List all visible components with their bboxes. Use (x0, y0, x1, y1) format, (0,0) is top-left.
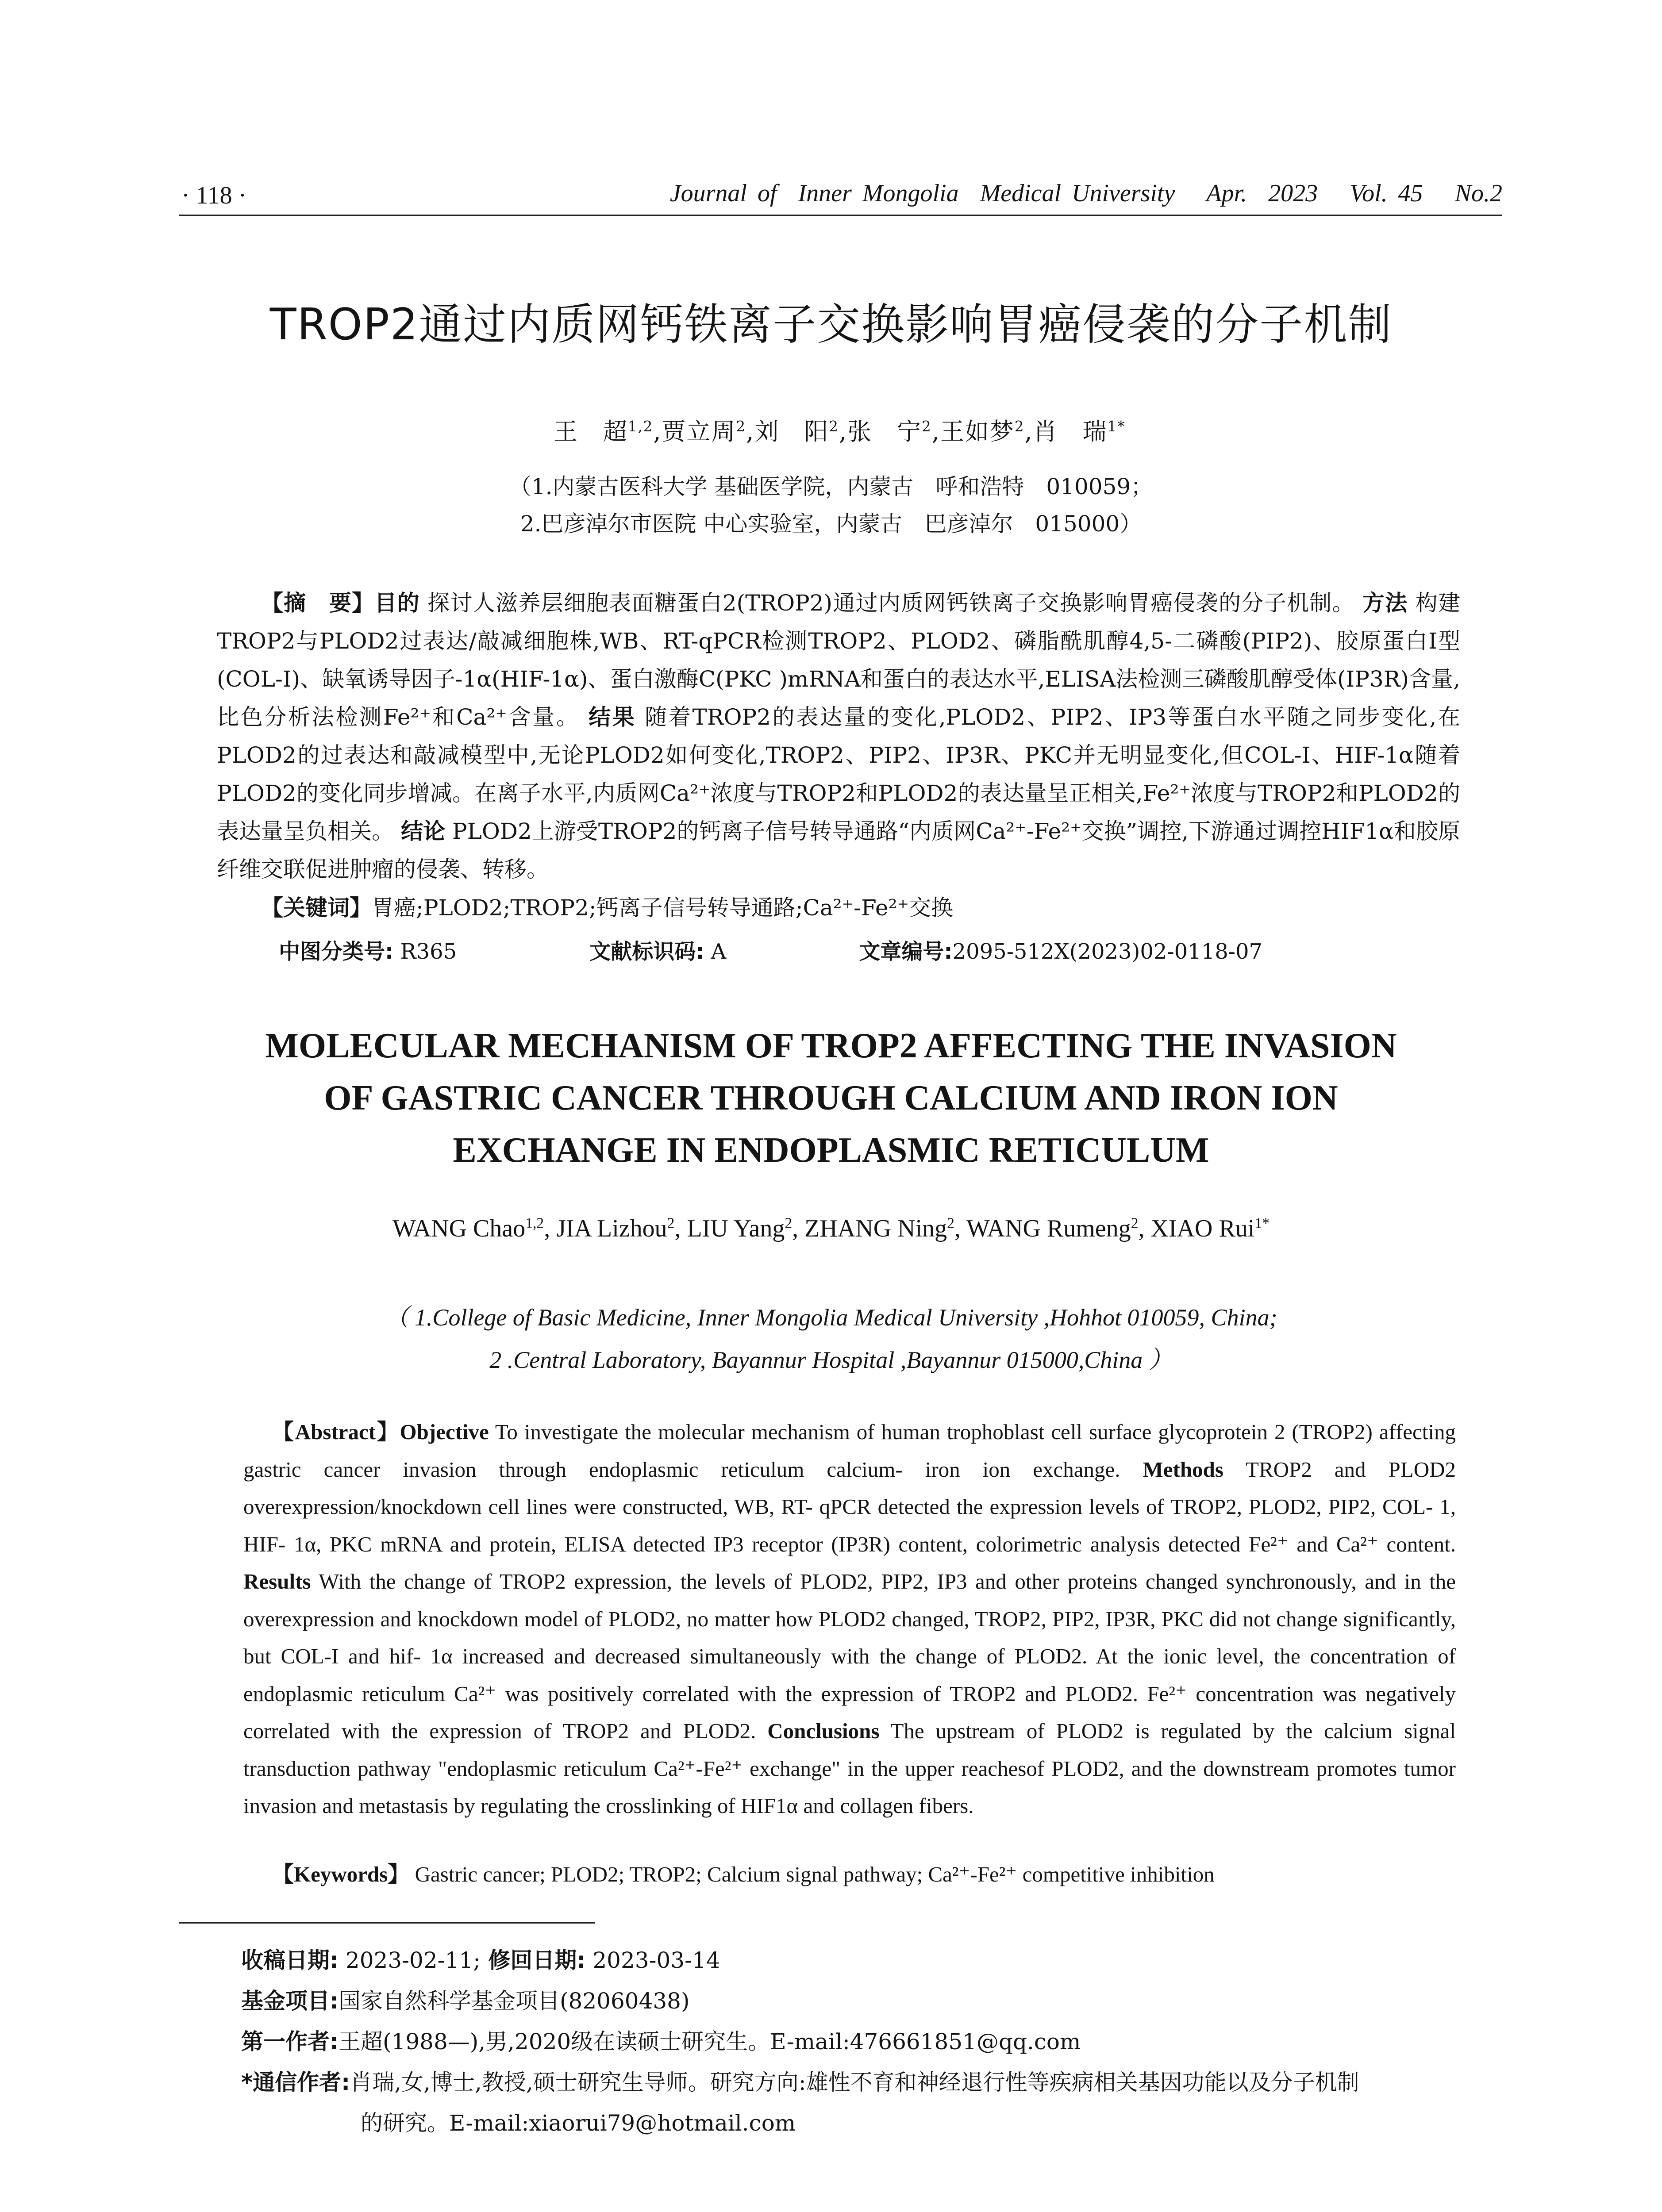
author-affil-mark: 2 (736, 418, 746, 435)
running-header (179, 175, 1502, 216)
title-line: EXCHANGE IN ENDOPLASMIC RETICULUM (453, 1131, 1209, 1170)
author-affil-mark: 2 (947, 1215, 954, 1232)
author-affil-mark: 2 (1014, 418, 1025, 435)
author-affil-mark: 1* (1107, 418, 1126, 435)
abstract-label: 【Abstract】 (272, 1420, 400, 1444)
chinese-abstract (217, 584, 1460, 888)
corresponding-text: 肖瑞,女,博士,教授,硕士研究生导师。研究方向:雄性不育和神经退行性等疾病相关基因功能以及分子机制 (350, 2070, 1359, 2095)
author-name: LIU Yang (687, 1215, 785, 1242)
conclusions-label: 结论 (401, 818, 446, 844)
author-name: XIAO Rui (1150, 1215, 1255, 1242)
objective-text: 探讨人滋养层细胞表面糖蛋白2(TROP2)通过内质网钙铁离子交换影响胃癌侵袭的分子机制。 (419, 590, 1355, 616)
author-name: 王如梦 (940, 418, 1015, 445)
objective-label: 目的 (374, 590, 420, 616)
abstract-label: 【摘 要】 (261, 590, 375, 616)
keywords-label: 【关键词】 (261, 895, 372, 921)
chinese-keywords (261, 890, 1456, 922)
methods-label: Methods (1143, 1457, 1223, 1482)
clc-label: 中图分类号: (279, 939, 394, 964)
results-label: Results (243, 1569, 311, 1594)
keywords-text: Gastric cancer; PLOD2; TROP2; Calcium signal pathway; Ca²⁺-Fe²⁺ competitive inhibition (409, 1862, 1215, 1886)
classification-line (279, 934, 1473, 965)
footnotes (241, 1940, 1502, 2143)
author-affil-mark: 1,2 (525, 1215, 544, 1232)
received-date: 2023-02-11; (339, 1947, 481, 1973)
corresponding-label: *通信作者: (241, 2070, 350, 2095)
author-name: ZHANG Ning (804, 1215, 947, 1242)
revised-label: 修回日期: (481, 1947, 586, 1973)
author-affil-mark: 2 (785, 1215, 793, 1232)
author-name: 王 超 (553, 418, 628, 445)
methods-text: TROP2 and PLOD2 overexpression/knockdown cell lines were constructed, WB, RT- qPCR detected the expression levels of TROP2, PLOD2, PIP2, COL- 1, HIF- 1α, PKC mRNA and protein, ELISA detected IP3 receptor (IP3R) content, colorimetric analysis detected Fe²⁺ and Ca²⁺ content. (243, 1457, 1456, 1556)
author-affil-mark: 1,2 (627, 418, 654, 435)
english-authors: WANG Chao$^{1,2}$, JIA Lizhou$^2$, LIU Yang$^2$, ZHANG Ning$^2$, WANG Rumeng$^2$, XIAO Rui$^{1*}$ (392, 1215, 1270, 1242)
english-keywords (272, 1857, 1467, 1888)
results-text: With the change of TROP2 expression, the levels of PLOD2, PIP2, IP3 and other proteins changed synchronously, and in the overexpression and knockdown model of PLOD2, no matter how PLOD2 changed, TROP2, PIP2, IP3R, PKC did not change significantly, but COL-I and hif- 1α increased and decreased simultaneously with the change of PLOD2. At the ionic level, the concentration of endoplasmic reticulum Ca²⁺ was positively correlated with the expression of TROP2 and PLOD2. Fe²⁺ concentration was negatively correlated with the expression of TROP2 and PLOD2. (243, 1569, 1456, 1743)
affiliation-line: 2.巴彦淖尔市医院 中心实验室，内蒙古 巴彦淖尔 015000） (520, 511, 1142, 537)
doc-code-label: 文献标识码: (589, 939, 704, 964)
fund-label: 基金项目: (241, 1988, 339, 2014)
affiliation-line: （ 1.College of Basic Medicine, Inner Mongolia Medical University ,Hohhot 010059, China; (385, 1304, 1277, 1331)
objective-label: Objective (400, 1420, 489, 1444)
affiliation-line: 2 .Central Laboratory, Bayannur Hospital ,Bayannur 015000,China ） (489, 1347, 1173, 1373)
author-affil-mark: 2 (1131, 1215, 1139, 1232)
author-name: JIA Lizhou (556, 1215, 667, 1242)
journal-citation: Journal of Inner Mongolia Medical University Apr. 2023 Vol. 45 No.2 (669, 180, 1502, 207)
conclusions-text: PLOD2上游受TROP2的钙离子信号转导通路“内质网Ca²⁺-Fe²⁺交换”调控,下游通过调控HIF1α和胶原纤维交联促进肿瘤的侵袭、转移。 (217, 818, 1460, 882)
footnote-dates (241, 1940, 1502, 1981)
author-affil-mark: 2 (667, 1215, 675, 1232)
methods-label: 方法 (1362, 590, 1408, 616)
author-name: 肖 瑞 (1033, 418, 1108, 445)
author-affil-mark: 2 (922, 418, 932, 435)
received-label: 收稿日期: (241, 1947, 339, 1973)
author-affil-mark: 2 (829, 418, 839, 435)
chinese-title: TROP2通过内质网钙铁离子交换影响胃癌侵袭的分子机制 (269, 300, 1393, 350)
clc-value: R365 (393, 939, 457, 964)
title-line: MOLECULAR MECHANISM OF TROP2 AFFECTING THE INVASION (265, 1026, 1397, 1065)
footnote-fund (241, 1981, 1502, 2021)
english-abstract (243, 1413, 1456, 1825)
author-affil-mark: 1* (1254, 1215, 1270, 1232)
conclusions-text: The upstream of PLOD2 is regulated by the calcium signal transduction pathway "endoplasmic reticulum Ca²⁺-Fe²⁺ exchange" in the upper reachesof PLOD2, and the downstream promotes tumor invasion and metastasis by regulating the crosslinking of HIF1α and collagen fibers. (243, 1719, 1456, 1818)
doc-code-value: A (704, 939, 727, 964)
chinese-authors: 王 超$^{1,2}$,贾立周$^2$,刘 阳$^2$,张 宁$^2$,王如梦$^2$,肖 瑞$^{1*}$ (553, 418, 1126, 445)
article-number-label: 文章编号: (859, 939, 953, 964)
footnote-first-author (241, 2021, 1502, 2062)
conclusions-label: Conclusions (767, 1719, 880, 1743)
author-name: 张 宁 (847, 418, 922, 445)
english-title (133, 1020, 1529, 1176)
author-name: 刘 阳 (754, 418, 829, 445)
author-name: WANG Chao (392, 1215, 526, 1242)
chinese-affiliations (0, 468, 1662, 542)
fund-text: 国家自然科学基金项目(82060438) (339, 1988, 690, 2014)
first-author-label: 第一作者: (241, 2029, 339, 2055)
objective-text: To investigate the molecular mechanism of human trophoblast cell surface glycoprotein 2 (TROP2) affecting gastric cancer invasion through endoplasmic reticulum calcium- iron ion exchange. (243, 1420, 1456, 1482)
english-affiliations (0, 1296, 1662, 1381)
footnote-corresponding (241, 2062, 1502, 2103)
author-name: WANG Rumeng (966, 1215, 1131, 1242)
title-line: OF GASTRIC CANCER THROUGH CALCIUM AND IRON ION (324, 1079, 1338, 1118)
corresponding-continuation: 的研究。E-mail:xiaorui79@hotmail.com (361, 2110, 796, 2136)
first-author-text: 王超(1988—),男,2020级在读硕士研究生。E-mail:476661851@qq.com (339, 2029, 1081, 2055)
keywords-text: 胃癌;PLOD2;TROP2;钙离子信号转导通路;Ca²⁺-Fe²⁺交换 (372, 895, 953, 921)
methods-text: 构建TROP2与PLOD2过表达/敲减细胞株,WB、RT-qPCR检测TROP2、PLOD2、磷脂酰肌醇4,5-二磷酸(PIP2)、胶原蛋白I型(COL-I)、缺氧诱导因子-1α(HIF-1α)、蛋白激酶C(PKC )mRNA和蛋白的表达水平,ELISA法检测三磷酸肌醇受体(IP3R)含量,比色分析法检测Fe²⁺和Ca²⁺含量。 (217, 590, 1460, 730)
revised-date: 2023-03-14 (585, 1947, 720, 1973)
affiliation-line: （1.内蒙古医科大学 基础医学院，内蒙古 呼和浩特 010059； (509, 474, 1153, 499)
results-text: 随着TROP2的表达量的变化,PLOD2、PIP2、IP3等蛋白水平随之同步变化,在PLOD2的过表达和敲减模型中,无论PLOD2如何变化,TROP2、PIP2、IP3R、PKC并无明显变化,但COL-I、HIF-1α随着PLOD2的变化同步增减。在离子水平,内质网Ca²⁺浓度与TROP2和PLOD2的表达量呈正相关,Fe²⁺浓度与TROP2和PLOD2的表达量呈负相关。 (217, 704, 1460, 844)
footnote-divider (179, 1922, 595, 1924)
keywords-label: 【Keywords】 (272, 1862, 410, 1886)
results-label: 结果 (589, 704, 636, 730)
author-name: 贾立周 (662, 418, 736, 445)
article-number-value: 2095-512X(2023)02-0118-07 (952, 939, 1263, 964)
page-number: · 118 · (181, 182, 247, 209)
